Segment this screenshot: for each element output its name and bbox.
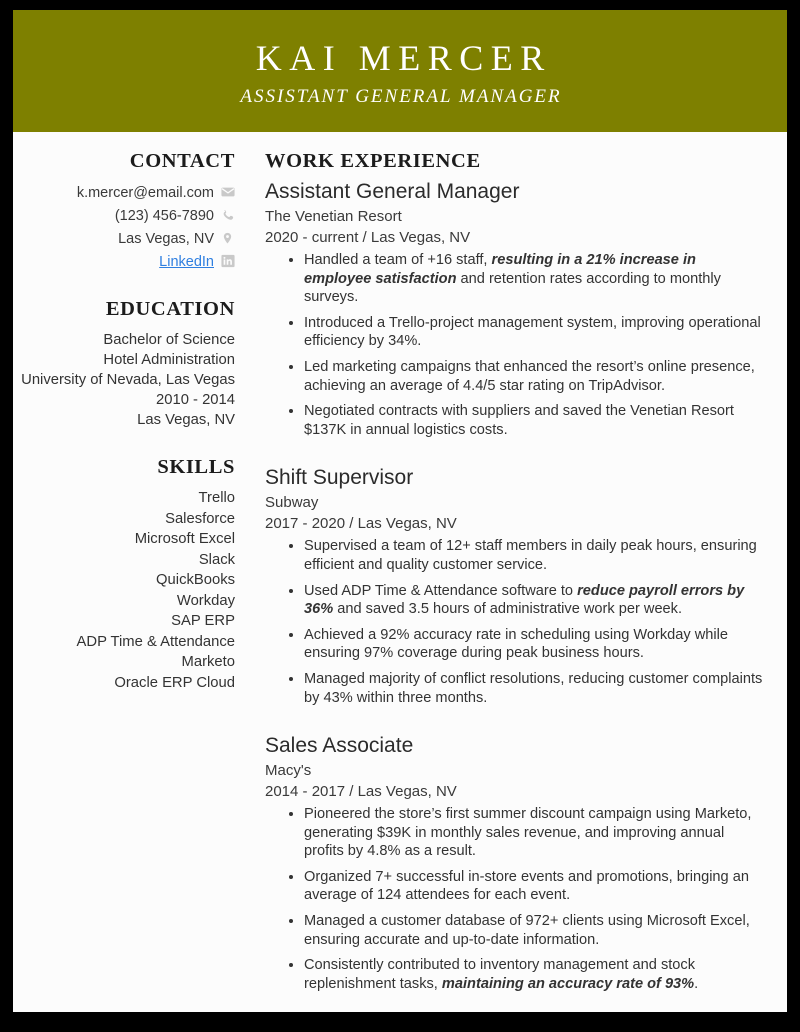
job-title: Sales Associate xyxy=(265,734,414,758)
envelope-icon xyxy=(221,185,235,200)
job-title: Shift Supervisor xyxy=(265,466,414,490)
location-pin-icon xyxy=(221,231,235,246)
education-line: Hotel Administration xyxy=(103,352,235,368)
skill-item: Workday xyxy=(176,592,235,609)
bullet-text: Pioneered the store’s first summer discount campaign using Marketo, generating $39K in monthly sales revenue, and improving annual profits by 4.8% as a result. xyxy=(304,806,752,860)
job-bullet-list xyxy=(265,537,765,707)
job-dates-location: 2017 - 2020 / Las Vegas, NV xyxy=(265,515,457,533)
skill-item: Salesforce xyxy=(165,510,235,527)
contact-item xyxy=(21,205,235,226)
skill-item: Oracle ERP Cloud xyxy=(114,674,235,691)
contact-item xyxy=(21,228,235,249)
contact-item[interactable] xyxy=(21,251,235,272)
education-section-title: EDUCATION xyxy=(105,298,235,320)
bullet-highlight: resulting in a 21% increase in employee satisfaction xyxy=(304,252,696,287)
main-content xyxy=(235,150,787,1001)
linkedin-link[interactable]: LinkedIn xyxy=(159,253,214,270)
job-bullet-list xyxy=(265,251,765,439)
contact-section xyxy=(21,150,235,272)
bullet-highlight: reduce payroll errors by 36% xyxy=(304,582,745,618)
job-company: The Venetian Resort xyxy=(265,208,402,225)
bullet-text: and saved 3.5 hours of administrative work per week. xyxy=(333,601,683,618)
skill-item: ADP Time & Attendance xyxy=(76,633,235,650)
phone-icon xyxy=(221,208,235,223)
skill-item: Slack xyxy=(198,551,235,568)
job-bullet xyxy=(289,626,765,663)
experience-entry xyxy=(265,179,765,439)
header-subtitle: ASSISTANT GENERAL MANAGER xyxy=(240,86,562,108)
job-company: Macy's xyxy=(265,762,312,780)
experience-list xyxy=(265,179,765,993)
education-line: Las Vegas, NV xyxy=(137,412,235,428)
skills-list xyxy=(21,488,235,693)
contact-item xyxy=(21,182,235,203)
section-spacer xyxy=(265,447,765,461)
skills-section-title: SKILLS xyxy=(157,456,235,478)
job-bullet xyxy=(289,251,765,307)
experience-entry xyxy=(265,733,765,993)
bullet-text: Consistently contributed to inventory management and stock replenishment tasks, xyxy=(304,957,696,992)
contact-section-title: CONTACT xyxy=(129,150,235,172)
job-dates-location: 2020 - current / Las Vegas, NV xyxy=(265,229,471,246)
bullet-text: Supervised a team of 12+ staff members in daily peak hours, ensuring efficient and quality customer service. xyxy=(304,538,757,573)
bullet-text: Used ADP Time & Attendance software to xyxy=(304,582,578,599)
bullet-text: Managed majority of conflict resolutions, reducing customer complaints by 43% within three months. xyxy=(304,670,763,706)
experience-entry xyxy=(265,465,765,707)
sidebar xyxy=(13,150,235,693)
contact-value: k.mercer@email.com xyxy=(76,184,214,201)
bullet-text: Handled a team of +16 staff, xyxy=(304,252,492,268)
education-section xyxy=(21,298,235,430)
experience-section-title: WORK EXPERIENCE xyxy=(265,150,481,172)
contact-list xyxy=(21,182,235,272)
job-bullet xyxy=(289,314,765,351)
page-title: KAI MERCER xyxy=(255,37,552,78)
education-line: University of Nevada, Las Vegas xyxy=(21,372,235,388)
job-title: Assistant General Manager xyxy=(265,180,520,203)
job-bullet xyxy=(289,358,765,395)
education-line: 2010 - 2014 xyxy=(156,392,235,408)
skill-item: QuickBooks xyxy=(156,572,235,588)
contact-value: (123) 456-7890 xyxy=(114,207,214,224)
bullet-highlight: maintaining an accuracy rate of 93% xyxy=(441,975,695,992)
contact-value: Las Vegas, NV xyxy=(118,230,214,247)
skill-item: Trello xyxy=(198,490,235,506)
skill-item: Marketo xyxy=(181,654,235,670)
bullet-text: . xyxy=(694,975,699,992)
job-dates-location: 2014 - 2017 / Las Vegas, NV xyxy=(265,783,457,801)
skill-item: Microsoft Excel xyxy=(134,531,235,547)
bullet-text: Organized 7+ successful in-store events and promotions, bringing an average of 124 attendees for each event. xyxy=(304,868,749,904)
section-spacer xyxy=(265,715,765,729)
education-line: Bachelor of Science xyxy=(103,332,235,348)
skills-section xyxy=(21,456,235,693)
bullet-text: and retention rates according to monthly surveys. xyxy=(304,270,721,306)
bullet-text: Led marketing campaigns that enhanced the resort’s online presence, achieving an average of 4.4/5 star rating on TripAdvisor. xyxy=(304,358,755,394)
bullet-text: Managed a customer database of 972+ clients using Microsoft Excel, ensuring accurate and up-to-date information. xyxy=(304,913,750,948)
job-bullet xyxy=(289,805,765,861)
job-bullet-list xyxy=(265,805,765,993)
job-bullet xyxy=(289,956,765,993)
resume-body xyxy=(13,132,787,1001)
job-company: Subway xyxy=(265,494,319,512)
resume-page xyxy=(13,10,787,1012)
education-list xyxy=(21,330,235,430)
resume-header xyxy=(13,10,787,132)
job-bullet xyxy=(289,537,765,574)
job-bullet xyxy=(289,912,765,949)
bullet-text: Negotiated contracts with suppliers and saved the Venetian Resort $137K in annual logistics costs. xyxy=(304,403,734,438)
job-bullet xyxy=(289,402,765,439)
linkedin-icon xyxy=(221,254,235,269)
bullet-text: Achieved a 92% accuracy rate in scheduling using Workday while ensuring 97% coverage during peak business hours. xyxy=(304,626,728,662)
job-bullet xyxy=(289,868,765,905)
bullet-text: Introduced a Trello-project management system, improving operational efficiency by 34%. xyxy=(304,314,761,350)
skill-item: SAP ERP xyxy=(171,613,235,629)
job-bullet xyxy=(289,670,765,707)
job-bullet xyxy=(289,582,765,619)
